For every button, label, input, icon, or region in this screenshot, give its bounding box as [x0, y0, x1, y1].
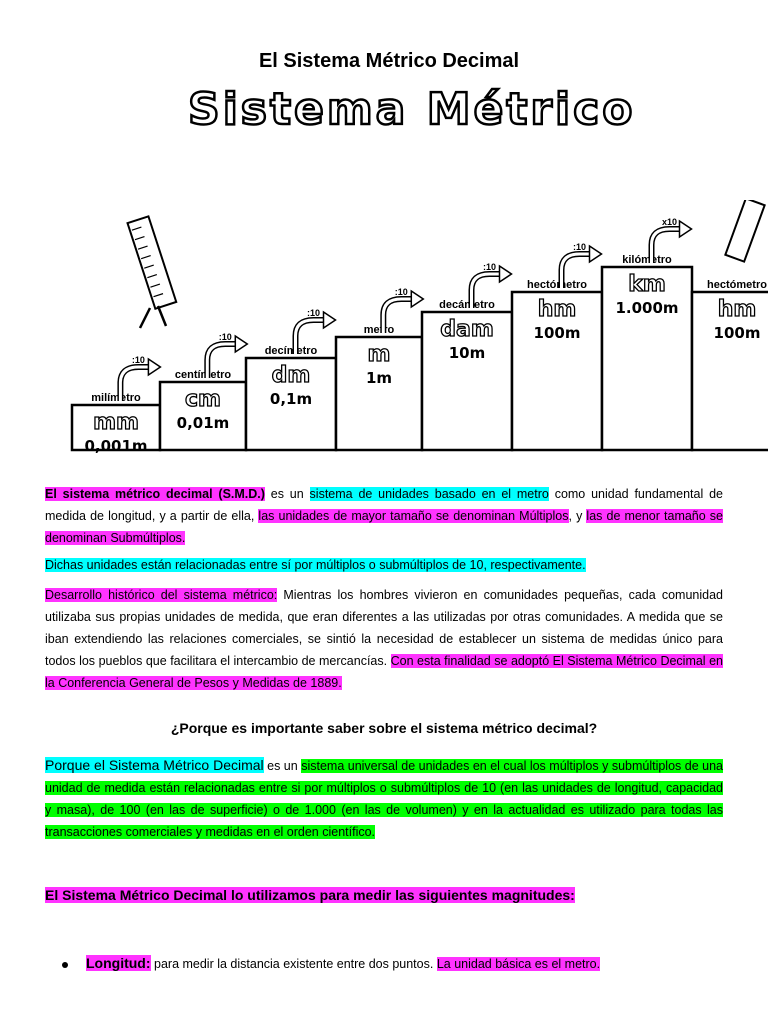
paragraph-history [45, 584, 723, 694]
unit-name-label: decámetro [439, 299, 495, 311]
right-figure-icon [725, 200, 764, 262]
step-arrowhead-icon [324, 312, 336, 328]
magnitudes-heading: El Sistema Métrico Decimal lo utilizamos para medir las siguientes magnitudes: [45, 887, 575, 903]
unit-value-label: 1.000m [615, 299, 679, 317]
unit-value-label: 0,01m [176, 414, 230, 432]
unit-value-label: 100m [533, 324, 581, 342]
unit-symbol-label: mm [93, 410, 139, 435]
step-arrowhead-icon [235, 336, 247, 352]
unit-symbol-label: hm [537, 297, 577, 322]
submultiples-highlight: las de menor tamaño se denominan Submúltiplos. [45, 509, 724, 545]
unit-name-label: kilómetro [622, 254, 672, 266]
factor-label: :10 [131, 355, 145, 365]
conference-highlight: Con esta finalidad se adoptó El Sistema Métrico Decimal en la Conferencia General de Pesos y Medidas de 1889. [45, 654, 723, 690]
banner-heading: Sistema Métrico [188, 84, 636, 135]
bullet-longitud [62, 952, 600, 975]
unit-symbol-label: hm [717, 297, 757, 322]
importance-term: Porque el Sistema Métrico Decimal [45, 757, 264, 773]
unit-value-label: 1m [365, 369, 393, 387]
text-span: , y [568, 509, 587, 523]
step-arrowhead-icon [500, 266, 512, 282]
basic-unit-highlight: La unidad básica es el metro. [436, 957, 601, 971]
text-span: es un [264, 487, 310, 501]
text-span: es un [263, 759, 302, 773]
step-arrowhead-icon [411, 291, 423, 307]
factor-label: :10 [572, 242, 587, 252]
paragraph-relation [45, 554, 723, 576]
unit-name-label: centímetro [174, 369, 232, 381]
unit-value-label: 10m [448, 344, 486, 362]
factor-label: :10 [394, 287, 408, 297]
factor-label: :10 [482, 262, 497, 272]
unit-system-highlight: sistema de unidades basado en el metro [309, 487, 549, 501]
metric-staircase-diagram [0, 200, 768, 460]
bullet-icon [62, 962, 68, 968]
paragraph-importance [45, 754, 723, 843]
text-span: como unidad fundamental de medida de longitud, y a partir de ella, [45, 487, 723, 523]
text-span: para medir la distancia existente entre dos puntos. [150, 957, 437, 971]
smd-term: El sistema métrico decimal (S.M.D.) [45, 487, 265, 501]
unit-value-label: 0,1m [269, 390, 313, 408]
unit-value-label: 100m [713, 324, 761, 342]
unit-symbol-label: cm [185, 387, 221, 412]
paragraph-magnitudes [45, 884, 723, 907]
unit-symbol-label: dam [440, 317, 494, 342]
step-arrowhead-icon [680, 221, 692, 237]
unit-name-label: hectómetro [707, 279, 767, 291]
unit-name-label: decímetro [264, 345, 318, 357]
factor-label: :10 [306, 308, 321, 318]
factor-label: x10 [661, 217, 678, 227]
unit-value-label: 0,001m [84, 437, 148, 455]
longitud-label: Longitud: [86, 955, 151, 971]
unit-name-label: hectómetro [527, 279, 587, 291]
text-span: Mientras los hombres vivieron en comunidades pequeñas, cada comunidad utilizaba sus propias unidades de medida, que eran diferentes a las utilizadas por otras comunidades. A medida que se iban extendiendo las relaciones comerciales, se sintió la necesidad de establecer un sistema de medidas único para todos los pueblos que facilitara el intercambio de mercancías. [45, 588, 723, 668]
unit-name-label: milímetro [91, 392, 141, 404]
ruler-legs-icon [140, 306, 166, 328]
page-title: El Sistema Métrico Decimal [258, 50, 520, 72]
universal-system-highlight: sistema universal de unidades en el cual los múltiplos y submúltiplos de una unidad de medida están relacionadas entre si por múltiplos o submúltiplos de 10 (en las unidades de longitud, capacidad y masa), de 100 (en las de superficie) o de 1.000 (en las de volumen) y en la actualidad es utilizado para todas las transacciones comerciales y medidas en el orden científico. [45, 759, 724, 839]
question-heading: ¿Porque es importante saber sobre el sistema métrico decimal? [170, 720, 598, 736]
relation-highlight: Dichas unidades están relacionadas entre sí por múltiplos o submúltiplos de 10, respectivamente. [45, 558, 586, 572]
unit-symbol-label: km [628, 272, 666, 297]
unit-symbol-label: dm [271, 363, 311, 388]
paragraph-definition [45, 483, 723, 549]
factor-label: :10 [218, 332, 232, 342]
multiples-highlight: las unidades de mayor tamaño se denominan Múltiplos [258, 509, 569, 523]
history-term: Desarrollo histórico del sistema métrico: [45, 588, 278, 602]
unit-symbol-label: m [367, 342, 391, 367]
step-arrowhead-icon [590, 246, 602, 262]
unit-name-label: metro [363, 324, 395, 336]
ruler-icon [128, 216, 177, 308]
step-arrowhead-icon [148, 359, 160, 375]
staircase-svg [0, 200, 768, 460]
